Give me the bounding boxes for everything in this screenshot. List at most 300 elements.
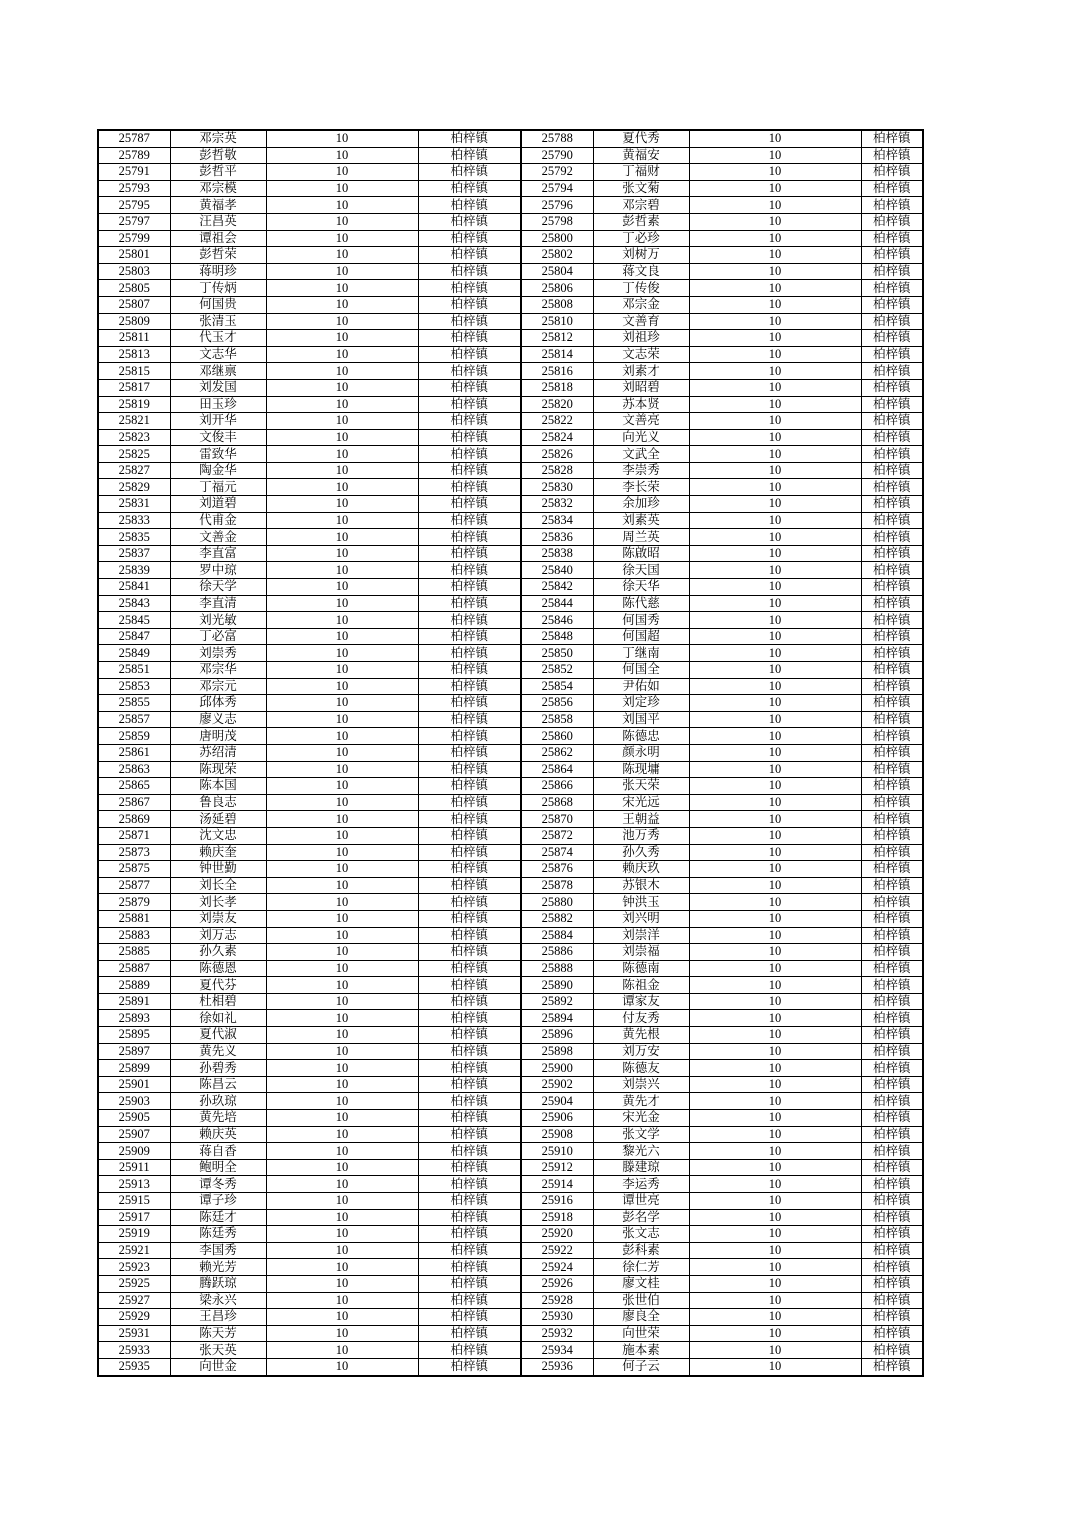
record-id-cell: 25831 (98, 496, 170, 513)
record-id-cell: 25788 (521, 130, 593, 147)
town-cell: 柏梓镇 (418, 280, 521, 297)
town-cell: 柏梓镇 (418, 479, 521, 496)
amount-cell: 10 (266, 1060, 418, 1077)
name-cell: 孙玖琼 (170, 1093, 266, 1110)
name-cell: 李直清 (170, 595, 266, 612)
name-cell: 刘长全 (170, 877, 266, 894)
town-cell: 柏梓镇 (418, 993, 521, 1010)
record-id-cell: 25787 (98, 130, 170, 147)
name-cell: 苏绍清 (170, 744, 266, 761)
record-id-cell: 25811 (98, 330, 170, 347)
record-id-cell: 25875 (98, 861, 170, 878)
record-id-cell: 25795 (98, 197, 170, 214)
town-cell: 柏梓镇 (861, 263, 923, 280)
name-cell: 丁传俊 (593, 280, 689, 297)
town-cell: 柏梓镇 (418, 927, 521, 944)
amount-cell: 10 (689, 446, 861, 463)
town-cell: 柏梓镇 (418, 1110, 521, 1127)
town-cell: 柏梓镇 (418, 213, 521, 230)
town-cell: 柏梓镇 (861, 1325, 923, 1342)
amount-cell: 10 (689, 595, 861, 612)
name-cell: 唐明茂 (170, 728, 266, 745)
amount-cell: 10 (689, 1143, 861, 1160)
name-cell: 廖文桂 (593, 1275, 689, 1292)
record-id-cell: 25806 (521, 280, 593, 297)
name-cell: 赖庆奎 (170, 844, 266, 861)
record-id-cell: 25911 (98, 1159, 170, 1176)
name-cell: 夏代秀 (593, 130, 689, 147)
amount-cell: 10 (689, 1275, 861, 1292)
town-cell: 柏梓镇 (861, 944, 923, 961)
name-cell: 李崇秀 (593, 462, 689, 479)
table-row (98, 496, 923, 513)
name-cell: 何国秀 (593, 612, 689, 629)
name-cell: 彭哲荣 (170, 247, 266, 264)
record-id-cell: 25928 (521, 1292, 593, 1309)
record-id-cell: 25925 (98, 1275, 170, 1292)
amount-cell: 10 (266, 579, 418, 596)
amount-cell: 10 (266, 728, 418, 745)
amount-cell: 10 (266, 1076, 418, 1093)
amount-cell: 10 (689, 1209, 861, 1226)
amount-cell: 10 (689, 1110, 861, 1127)
amount-cell: 10 (689, 927, 861, 944)
name-cell: 钟洪玉 (593, 894, 689, 911)
record-id-cell: 25868 (521, 794, 593, 811)
town-cell: 柏梓镇 (861, 678, 923, 695)
amount-cell: 10 (689, 827, 861, 844)
record-id-cell: 25889 (98, 977, 170, 994)
table-row (98, 1143, 923, 1160)
town-cell: 柏梓镇 (861, 595, 923, 612)
town-cell: 柏梓镇 (418, 910, 521, 927)
record-id-cell: 25829 (98, 479, 170, 496)
name-cell: 赖光芳 (170, 1259, 266, 1276)
amount-cell: 10 (689, 496, 861, 513)
record-id-cell: 25929 (98, 1309, 170, 1326)
record-id-cell: 25859 (98, 728, 170, 745)
record-id-cell: 25878 (521, 877, 593, 894)
table-row (98, 1325, 923, 1342)
town-cell: 柏梓镇 (418, 1176, 521, 1193)
amount-cell: 10 (266, 662, 418, 679)
roster-table-body (98, 130, 923, 1376)
amount-cell: 10 (266, 628, 418, 645)
name-cell: 陈天芳 (170, 1325, 266, 1342)
table-row (98, 213, 923, 230)
table-row (98, 1060, 923, 1077)
record-id-cell: 25807 (98, 296, 170, 313)
town-cell: 柏梓镇 (861, 1309, 923, 1326)
name-cell: 黄先才 (593, 1093, 689, 1110)
amount-cell: 10 (266, 944, 418, 961)
table-row (98, 562, 923, 579)
town-cell: 柏梓镇 (861, 213, 923, 230)
amount-cell: 10 (689, 363, 861, 380)
amount-cell: 10 (266, 877, 418, 894)
amount-cell: 10 (266, 396, 418, 413)
name-cell: 夏代芬 (170, 977, 266, 994)
amount-cell: 10 (689, 1159, 861, 1176)
town-cell: 柏梓镇 (861, 512, 923, 529)
record-id-cell: 25934 (521, 1342, 593, 1359)
record-id-cell: 25818 (521, 379, 593, 396)
record-id-cell: 25816 (521, 363, 593, 380)
record-id-cell: 25879 (98, 894, 170, 911)
town-cell: 柏梓镇 (861, 1342, 923, 1359)
table-row (98, 313, 923, 330)
name-cell: 田玉珍 (170, 396, 266, 413)
record-id-cell: 25924 (521, 1259, 593, 1276)
town-cell: 柏梓镇 (418, 645, 521, 662)
name-cell: 彭名学 (593, 1209, 689, 1226)
record-id-cell: 25888 (521, 960, 593, 977)
amount-cell: 10 (689, 960, 861, 977)
name-cell: 谭祖会 (170, 230, 266, 247)
table-row (98, 247, 923, 264)
town-cell: 柏梓镇 (861, 1093, 923, 1110)
amount-cell: 10 (689, 877, 861, 894)
table-row (98, 230, 923, 247)
amount-cell: 10 (266, 1342, 418, 1359)
name-cell: 谭世亮 (593, 1193, 689, 1210)
amount-cell: 10 (689, 147, 861, 164)
name-cell: 刘定珍 (593, 695, 689, 712)
record-id-cell: 25798 (521, 213, 593, 230)
record-id-cell: 25796 (521, 197, 593, 214)
record-id-cell: 25858 (521, 711, 593, 728)
table-row (98, 1226, 923, 1243)
name-cell: 刘发国 (170, 379, 266, 396)
name-cell: 邓宗碧 (593, 197, 689, 214)
amount-cell: 10 (266, 562, 418, 579)
record-id-cell: 25884 (521, 927, 593, 944)
town-cell: 柏梓镇 (418, 728, 521, 745)
town-cell: 柏梓镇 (861, 1242, 923, 1259)
town-cell: 柏梓镇 (861, 894, 923, 911)
town-cell: 柏梓镇 (418, 861, 521, 878)
amount-cell: 10 (689, 1292, 861, 1309)
amount-cell: 10 (266, 1226, 418, 1243)
name-cell: 刘崇友 (170, 910, 266, 927)
town-cell: 柏梓镇 (418, 977, 521, 994)
name-cell: 张文志 (593, 1226, 689, 1243)
amount-cell: 10 (689, 130, 861, 147)
name-cell: 刘万志 (170, 927, 266, 944)
amount-cell: 10 (689, 280, 861, 297)
amount-cell: 10 (689, 894, 861, 911)
town-cell: 柏梓镇 (418, 877, 521, 894)
town-cell: 柏梓镇 (418, 197, 521, 214)
record-id-cell: 25912 (521, 1159, 593, 1176)
name-cell: 陶金华 (170, 462, 266, 479)
amount-cell: 10 (689, 247, 861, 264)
record-id-cell: 25883 (98, 927, 170, 944)
record-id-cell: 25838 (521, 545, 593, 562)
name-cell: 余加珍 (593, 496, 689, 513)
town-cell: 柏梓镇 (861, 910, 923, 927)
amount-cell: 10 (266, 1259, 418, 1276)
amount-cell: 10 (266, 827, 418, 844)
amount-cell: 10 (266, 1209, 418, 1226)
amount-cell: 10 (266, 1358, 418, 1375)
name-cell: 向光义 (593, 429, 689, 446)
table-row (98, 628, 923, 645)
name-cell: 文志荣 (593, 346, 689, 363)
town-cell: 柏梓镇 (861, 1110, 923, 1127)
amount-cell: 10 (266, 894, 418, 911)
table-row (98, 1027, 923, 1044)
amount-cell: 10 (689, 1342, 861, 1359)
record-id-cell: 25902 (521, 1076, 593, 1093)
record-id-cell: 25810 (521, 313, 593, 330)
amount-cell: 10 (689, 1010, 861, 1027)
name-cell: 代玉才 (170, 330, 266, 347)
amount-cell: 10 (266, 330, 418, 347)
name-cell: 宋光远 (593, 794, 689, 811)
town-cell: 柏梓镇 (861, 827, 923, 844)
record-id-cell: 25927 (98, 1292, 170, 1309)
name-cell: 何国超 (593, 628, 689, 645)
name-cell: 邓宗元 (170, 678, 266, 695)
name-cell: 鲍明全 (170, 1159, 266, 1176)
name-cell: 陈本国 (170, 778, 266, 795)
town-cell: 柏梓镇 (418, 579, 521, 596)
amount-cell: 10 (266, 960, 418, 977)
town-cell: 柏梓镇 (861, 446, 923, 463)
name-cell: 邓宗英 (170, 130, 266, 147)
amount-cell: 10 (266, 413, 418, 430)
table-row (98, 1043, 923, 1060)
town-cell: 柏梓镇 (861, 662, 923, 679)
amount-cell: 10 (689, 844, 861, 861)
town-cell: 柏梓镇 (861, 1259, 923, 1276)
record-id-cell: 25900 (521, 1060, 593, 1077)
town-cell: 柏梓镇 (418, 512, 521, 529)
record-id-cell: 25898 (521, 1043, 593, 1060)
name-cell: 徐天华 (593, 579, 689, 596)
name-cell: 谭子珍 (170, 1193, 266, 1210)
record-id-cell: 25825 (98, 446, 170, 463)
record-id-cell: 25866 (521, 778, 593, 795)
name-cell: 文志华 (170, 346, 266, 363)
amount-cell: 10 (689, 728, 861, 745)
record-id-cell: 25880 (521, 894, 593, 911)
record-id-cell: 25919 (98, 1226, 170, 1243)
amount-cell: 10 (689, 346, 861, 363)
table-row (98, 960, 923, 977)
name-cell: 沈文忠 (170, 827, 266, 844)
town-cell: 柏梓镇 (418, 247, 521, 264)
table-row (98, 1176, 923, 1193)
town-cell: 柏梓镇 (418, 628, 521, 645)
town-cell: 柏梓镇 (861, 1292, 923, 1309)
table-row (98, 844, 923, 861)
amount-cell: 10 (266, 213, 418, 230)
record-id-cell: 25809 (98, 313, 170, 330)
name-cell: 文俊丰 (170, 429, 266, 446)
town-cell: 柏梓镇 (861, 861, 923, 878)
town-cell: 柏梓镇 (418, 944, 521, 961)
amount-cell: 10 (266, 1110, 418, 1127)
amount-cell: 10 (266, 1159, 418, 1176)
record-id-cell: 25843 (98, 595, 170, 612)
amount-cell: 10 (266, 313, 418, 330)
name-cell: 邓继禀 (170, 363, 266, 380)
record-id-cell: 25926 (521, 1275, 593, 1292)
table-row (98, 744, 923, 761)
record-id-cell: 25823 (98, 429, 170, 446)
town-cell: 柏梓镇 (418, 1358, 521, 1375)
table-row (98, 662, 923, 679)
record-id-cell: 25793 (98, 180, 170, 197)
table-row (98, 363, 923, 380)
record-id-cell: 25846 (521, 612, 593, 629)
name-cell: 廖良全 (593, 1309, 689, 1326)
town-cell: 柏梓镇 (418, 545, 521, 562)
record-id-cell: 25920 (521, 1226, 593, 1243)
town-cell: 柏梓镇 (418, 1076, 521, 1093)
amount-cell: 10 (689, 662, 861, 679)
table-row (98, 894, 923, 911)
town-cell: 柏梓镇 (418, 844, 521, 861)
amount-cell: 10 (266, 1275, 418, 1292)
record-id-cell: 25840 (521, 562, 593, 579)
name-cell: 黄福孝 (170, 197, 266, 214)
town-cell: 柏梓镇 (861, 977, 923, 994)
name-cell: 黄先义 (170, 1043, 266, 1060)
name-cell: 张世伯 (593, 1292, 689, 1309)
town-cell: 柏梓镇 (861, 1010, 923, 1027)
table-row (98, 595, 923, 612)
town-cell: 柏梓镇 (861, 1193, 923, 1210)
town-cell: 柏梓镇 (418, 595, 521, 612)
name-cell: 罗中琼 (170, 562, 266, 579)
amount-cell: 10 (689, 462, 861, 479)
town-cell: 柏梓镇 (418, 164, 521, 181)
amount-cell: 10 (266, 744, 418, 761)
record-id-cell: 25837 (98, 545, 170, 562)
record-id-cell: 25869 (98, 811, 170, 828)
table-row (98, 794, 923, 811)
town-cell: 柏梓镇 (418, 744, 521, 761)
record-id-cell: 25865 (98, 778, 170, 795)
town-cell: 柏梓镇 (861, 877, 923, 894)
town-cell: 柏梓镇 (861, 164, 923, 181)
name-cell: 陈德南 (593, 960, 689, 977)
amount-cell: 10 (266, 379, 418, 396)
record-id-cell: 25813 (98, 346, 170, 363)
record-id-cell: 25931 (98, 1325, 170, 1342)
name-cell: 丁福财 (593, 164, 689, 181)
record-id-cell: 25804 (521, 263, 593, 280)
town-cell: 柏梓镇 (418, 1259, 521, 1276)
table-row (98, 164, 923, 181)
town-cell: 柏梓镇 (418, 1242, 521, 1259)
amount-cell: 10 (689, 612, 861, 629)
table-row (98, 711, 923, 728)
table-row (98, 778, 923, 795)
record-id-cell: 25841 (98, 579, 170, 596)
amount-cell: 10 (689, 562, 861, 579)
table-row (98, 1076, 923, 1093)
town-cell: 柏梓镇 (418, 130, 521, 147)
amount-cell: 10 (266, 130, 418, 147)
town-cell: 柏梓镇 (861, 429, 923, 446)
amount-cell: 10 (689, 1093, 861, 1110)
amount-cell: 10 (689, 579, 861, 596)
name-cell: 陈廷秀 (170, 1226, 266, 1243)
table-row (98, 877, 923, 894)
amount-cell: 10 (266, 545, 418, 562)
table-row (98, 645, 923, 662)
town-cell: 柏梓镇 (418, 529, 521, 546)
amount-cell: 10 (266, 446, 418, 463)
record-id-cell: 25921 (98, 1242, 170, 1259)
town-cell: 柏梓镇 (861, 711, 923, 728)
record-id-cell: 25827 (98, 462, 170, 479)
amount-cell: 10 (689, 977, 861, 994)
record-id-cell: 25873 (98, 844, 170, 861)
name-cell: 张文菊 (593, 180, 689, 197)
town-cell: 柏梓镇 (418, 695, 521, 712)
table-row (98, 1342, 923, 1359)
table-row (98, 927, 923, 944)
table-row (98, 678, 923, 695)
town-cell: 柏梓镇 (418, 711, 521, 728)
town-cell: 柏梓镇 (861, 496, 923, 513)
name-cell: 徐天学 (170, 579, 266, 596)
record-id-cell: 25893 (98, 1010, 170, 1027)
record-id-cell: 25907 (98, 1126, 170, 1143)
town-cell: 柏梓镇 (418, 1143, 521, 1160)
town-cell: 柏梓镇 (861, 1226, 923, 1243)
town-cell: 柏梓镇 (418, 1342, 521, 1359)
town-cell: 柏梓镇 (861, 280, 923, 297)
name-cell: 黄先培 (170, 1110, 266, 1127)
town-cell: 柏梓镇 (418, 1043, 521, 1060)
record-id-cell: 25800 (521, 230, 593, 247)
table-row (98, 761, 923, 778)
name-cell: 孙久秀 (593, 844, 689, 861)
name-cell: 陈德恩 (170, 960, 266, 977)
record-id-cell: 25850 (521, 645, 593, 662)
amount-cell: 10 (266, 927, 418, 944)
record-id-cell: 25849 (98, 645, 170, 662)
record-id-cell: 25845 (98, 612, 170, 629)
name-cell: 陈代慈 (593, 595, 689, 612)
name-cell: 汪昌英 (170, 213, 266, 230)
record-id-cell: 25839 (98, 562, 170, 579)
town-cell: 柏梓镇 (418, 296, 521, 313)
town-cell: 柏梓镇 (418, 180, 521, 197)
name-cell: 鲁良志 (170, 794, 266, 811)
record-id-cell: 25792 (521, 164, 593, 181)
town-cell: 柏梓镇 (861, 612, 923, 629)
amount-cell: 10 (689, 296, 861, 313)
name-cell: 陈现荣 (170, 761, 266, 778)
town-cell: 柏梓镇 (418, 1309, 521, 1326)
record-id-cell: 25802 (521, 247, 593, 264)
amount-cell: 10 (689, 678, 861, 695)
record-id-cell: 25836 (521, 529, 593, 546)
amount-cell: 10 (689, 1358, 861, 1375)
amount-cell: 10 (266, 462, 418, 479)
record-id-cell: 25936 (521, 1358, 593, 1375)
record-id-cell: 25899 (98, 1060, 170, 1077)
amount-cell: 10 (689, 993, 861, 1010)
table-row (98, 861, 923, 878)
